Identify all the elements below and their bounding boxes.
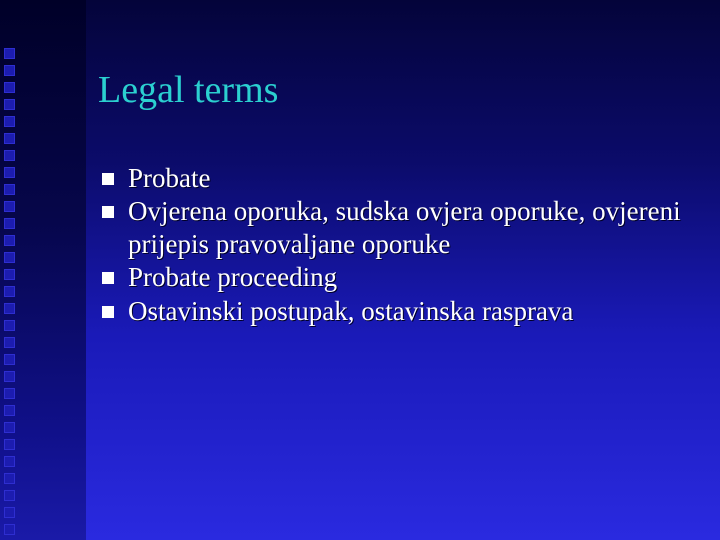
decorative-square <box>4 286 15 297</box>
decorative-square <box>4 133 15 144</box>
bullet-text: Ovjerena oporuka, sudska ovjera oporuke, ovjereni prijepis pravovaljane oporuke <box>128 196 681 259</box>
decorative-square <box>4 269 15 280</box>
square-bullet-icon <box>102 206 114 218</box>
decorative-square <box>4 490 15 501</box>
bullet-list <box>102 162 702 328</box>
bullet-text: Ostavinski postupak, ostavinska rasprava <box>128 295 574 326</box>
bullet-item <box>102 295 702 327</box>
decorative-square <box>4 320 15 331</box>
decorative-square <box>4 524 15 535</box>
decorative-square <box>4 507 15 518</box>
decorative-square <box>4 218 15 229</box>
bullet-item <box>102 162 702 194</box>
decorative-square <box>4 405 15 416</box>
decorative-square <box>4 235 15 246</box>
bullet-text: Probate <box>128 163 211 193</box>
decorative-square <box>4 456 15 467</box>
decorative-square <box>4 252 15 263</box>
slide-title: Legal terms <box>98 69 279 111</box>
square-bullet-icon <box>102 306 114 318</box>
decorative-square <box>4 303 15 314</box>
bullet-item <box>102 195 702 260</box>
decorative-square <box>4 150 15 161</box>
bullet-item <box>102 261 702 293</box>
decorative-square <box>4 167 15 178</box>
decorative-square <box>4 48 15 59</box>
decorative-square <box>4 422 15 433</box>
decorative-square <box>4 371 15 382</box>
decorative-square <box>4 99 15 110</box>
bullet-text: Probate proceeding <box>128 262 338 293</box>
square-bullet-icon <box>102 173 114 185</box>
decorative-square <box>4 337 15 348</box>
decorative-square <box>4 116 15 127</box>
decorative-square-column <box>4 48 20 540</box>
decorative-square <box>4 388 15 399</box>
left-decorative-strip <box>0 0 86 540</box>
decorative-square <box>4 184 15 195</box>
decorative-square <box>4 354 15 365</box>
decorative-square <box>4 439 15 450</box>
decorative-square <box>4 65 15 76</box>
decorative-square <box>4 201 15 212</box>
square-bullet-icon <box>102 272 114 284</box>
decorative-square <box>4 473 15 484</box>
decorative-square <box>4 82 15 93</box>
